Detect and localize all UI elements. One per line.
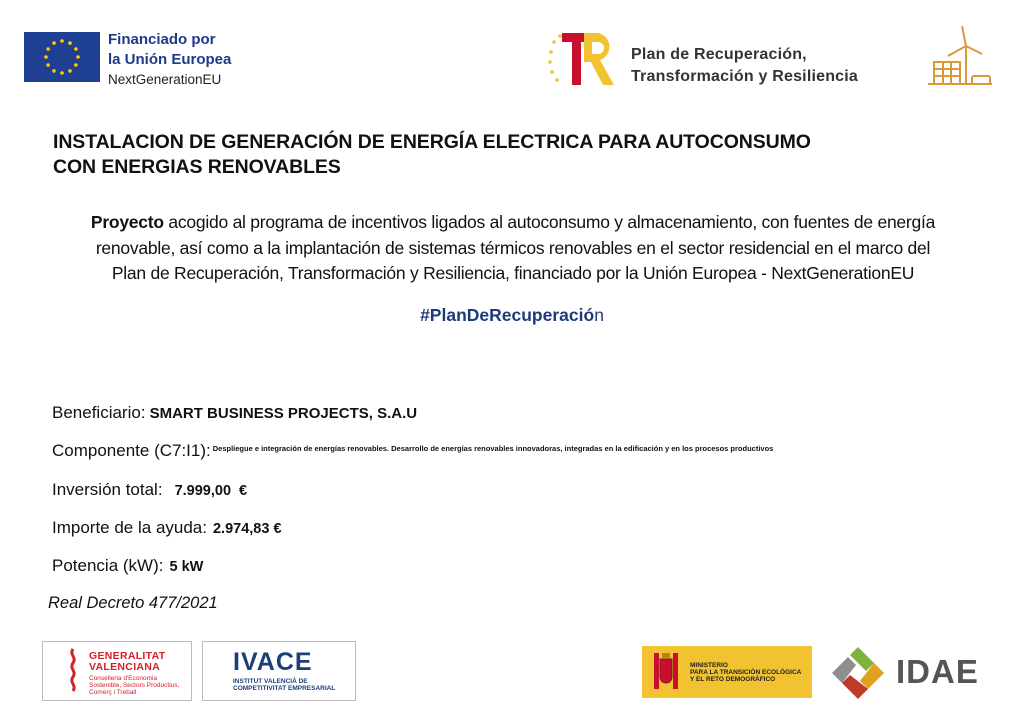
gva-sub-2: Sostenible, Sectors Productius, (89, 682, 180, 689)
real-decreto: Real Decreto 477/2021 (48, 594, 218, 612)
wind-solar-icon (926, 24, 994, 90)
project-description (52, 210, 974, 287)
hashtag-tail: n (594, 305, 604, 325)
hashtag (0, 305, 1024, 326)
gva-sub-1: Conselleria d'Economia (89, 675, 158, 682)
eu-flag-logo (24, 32, 100, 82)
ministerio-line-3: Y EL RETO DEMOGRÁFICO (690, 676, 776, 683)
eu-star (76, 55, 80, 59)
ministerio-logo (642, 646, 812, 698)
hashtag-main: #PlanDeRecuperació (420, 305, 595, 325)
ivace-logo (202, 641, 356, 701)
inversion-value: 7.999,00 € (174, 483, 248, 499)
plan-line-1: Plan de Recuperación, (631, 46, 807, 63)
idae-knot-icon (828, 643, 888, 699)
title-line-1: INSTALACION DE GENERACIÓN DE ENERGÍA ELECTRICA PARA AUTOCONSUMO (53, 131, 811, 153)
eu-line-3: NextGenerationEU (108, 72, 222, 87)
spain-shield-icon (650, 651, 682, 693)
gva-crest-icon (65, 647, 81, 693)
ministerio-line-1: MINISTERIO (690, 662, 728, 669)
project-label: Proyecto (90, 212, 164, 232)
title-line-2: CON ENERGIAS RENOVABLES (53, 156, 341, 178)
idae-logo (828, 643, 998, 699)
eu-line-2: la Unión Europea (108, 51, 232, 68)
beneficiario-row (52, 403, 417, 423)
eu-line-1: Financiado por (108, 31, 216, 48)
inversion-row (52, 480, 247, 500)
gva-name-1: GENERALITAT (89, 650, 166, 662)
eu-star (52, 69, 56, 73)
inversion-label: Inversión total: (52, 480, 163, 499)
beneficiario-value: SMART BUSINESS PROJECTS, S.A.U (149, 405, 418, 422)
ministerio-line-2: PARA LA TRANSICIÓN ECOLÓGICA (690, 669, 802, 676)
document-title (53, 130, 973, 180)
eu-star (60, 39, 64, 43)
project-line-1 (52, 210, 974, 236)
eu-star (60, 71, 64, 75)
eu-stars-icon (24, 32, 100, 82)
importe-row (52, 518, 282, 538)
beneficiario-label: Beneficiario: (52, 403, 146, 422)
potencia-row (52, 556, 203, 576)
project-text-1: acogido al programa de incentivos ligados al autoconsumo y almacenamiento, con fuentes de energía (163, 212, 936, 232)
project-line-2: renovable, así como a la implantación de sistemas térmicos renovables en el sector residencial en el marco del (95, 237, 931, 258)
eu-funding-label (108, 30, 231, 90)
componente-label: Componente (C7:I1): (52, 441, 211, 460)
gva-sub-3: Comerç i Treball (89, 689, 137, 696)
eu-star (52, 41, 56, 45)
componente-row (52, 441, 773, 461)
tr-logo (548, 30, 618, 88)
plan-line-2: Transformación y Resiliencia (631, 68, 859, 85)
eu-star (46, 63, 50, 67)
project-line-3: Plan de Recuperación, Transformación y Resiliencia, financiado por la Unión Europea - NextGenerationEU (111, 263, 915, 283)
generalitat-valenciana-logo (42, 641, 192, 701)
potencia-label: Potencia (kW): (52, 556, 164, 575)
eu-star (44, 55, 48, 59)
ivace-sub-2: COMPETITIVITAT EMPRESARIAL (233, 685, 336, 692)
importe-value: 2.974,83 € (212, 521, 282, 537)
ivace-name: IVACE (233, 648, 313, 676)
idae-name: IDAE (896, 653, 979, 690)
componente-value: Despliegue e integración de energías renovables. Desarrollo de energías renovables innovadoras, integradas en la edificación y en los procesos productivos (212, 444, 774, 453)
potencia-value: 5 kW (169, 559, 204, 575)
importe-label: Importe de la ayuda: (52, 518, 207, 537)
gva-name-2: VALENCIANA (89, 661, 161, 673)
eu-star (68, 41, 72, 45)
eu-star (46, 47, 50, 51)
ivace-sub-1: INSTITUT VALENCIÀ DE (233, 678, 308, 685)
eu-star (74, 47, 78, 51)
plan-recuperacion-label (631, 44, 858, 88)
eu-star (68, 69, 72, 73)
eu-star (74, 63, 78, 67)
